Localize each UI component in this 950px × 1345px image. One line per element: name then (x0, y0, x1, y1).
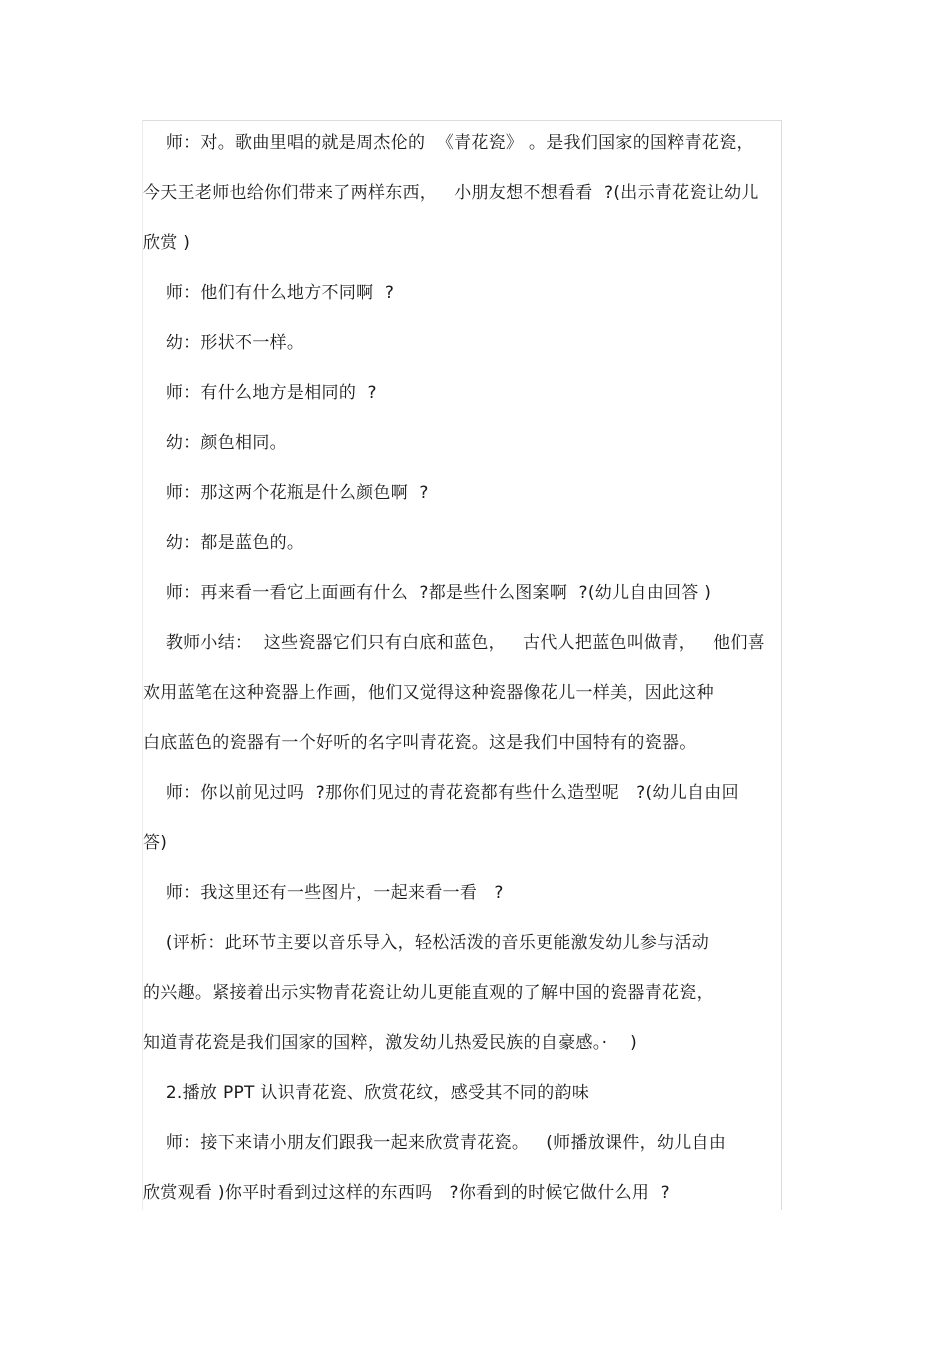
page-frame (142, 120, 782, 1210)
text-line: 幼：都是蓝色的。 (143, 533, 305, 553)
text-line: 师：那这两个花瓶是什么颜色啊 ? (143, 483, 429, 503)
text-line: 师：有什么地方是相同的 ? (143, 383, 377, 403)
text-line: 教师小结： 这些瓷器它们只有白底和蓝色， 古代人把蓝色叫做青， 他们喜 (143, 633, 766, 653)
text-line: 师：对。歌曲里唱的就是周杰伦的 《青花瓷》 。是我们国家的国粹青花瓷， (143, 133, 754, 153)
text-line: 幼：形状不一样。 (143, 333, 305, 353)
text-line: 师：我这里还有一些图片，一起来看一看 ? (143, 883, 504, 903)
text-line: 欣赏 ) (143, 233, 191, 253)
text-line: 师：你以前见过吗 ?那你们见过的青花瓷都有些什么造型呢 ?(幼儿自由回 (143, 783, 739, 803)
text-line: 2.播放 PPT 认识青花瓷、欣赏花纹，感受其不同的韵味 (143, 1083, 590, 1103)
text-line: 师：他们有什么地方不同啊 ? (143, 283, 395, 303)
text-line: 今天王老师也给你们带来了两样东西， 小朋友想不想看看 ?(出示青花瓷让幼儿 (143, 183, 759, 203)
text-line: 师：再来看一看它上面画有什么 ?都是些什么图案啊 ?(幼儿自由回答 ) (143, 583, 712, 603)
text-line: 知道青花瓷是我们国家的国粹，激发幼儿热爱民族的自豪感。· ) (143, 1033, 638, 1053)
text-line: 欣赏观看 )你平时看到过这样的东西吗 ?你看到的时候它做什么用 ? (143, 1183, 670, 1203)
text-line: 师：接下来请小朋友们跟我一起来欣赏青花瓷。 (师播放课件，幼儿自由 (143, 1133, 727, 1153)
text-line: (评析：此环节主要以音乐导入，轻松活泼的音乐更能激发幼儿参与活动 (143, 933, 710, 953)
text-line: 欢用蓝笔在这种瓷器上作画，他们又觉得这种瓷器像花儿一样美，因此这种 (143, 683, 714, 703)
text-line: 的兴趣。紧接着出示实物青花瓷让幼儿更能直观的了解中国的瓷器青花瓷， (143, 983, 714, 1003)
text-line: 白底蓝色的瓷器有一个好听的名字叫青花瓷。这是我们中国特有的瓷器。 (143, 733, 697, 753)
text-line: 幼：颜色相同。 (143, 433, 287, 453)
text-line: 答) (143, 833, 168, 853)
